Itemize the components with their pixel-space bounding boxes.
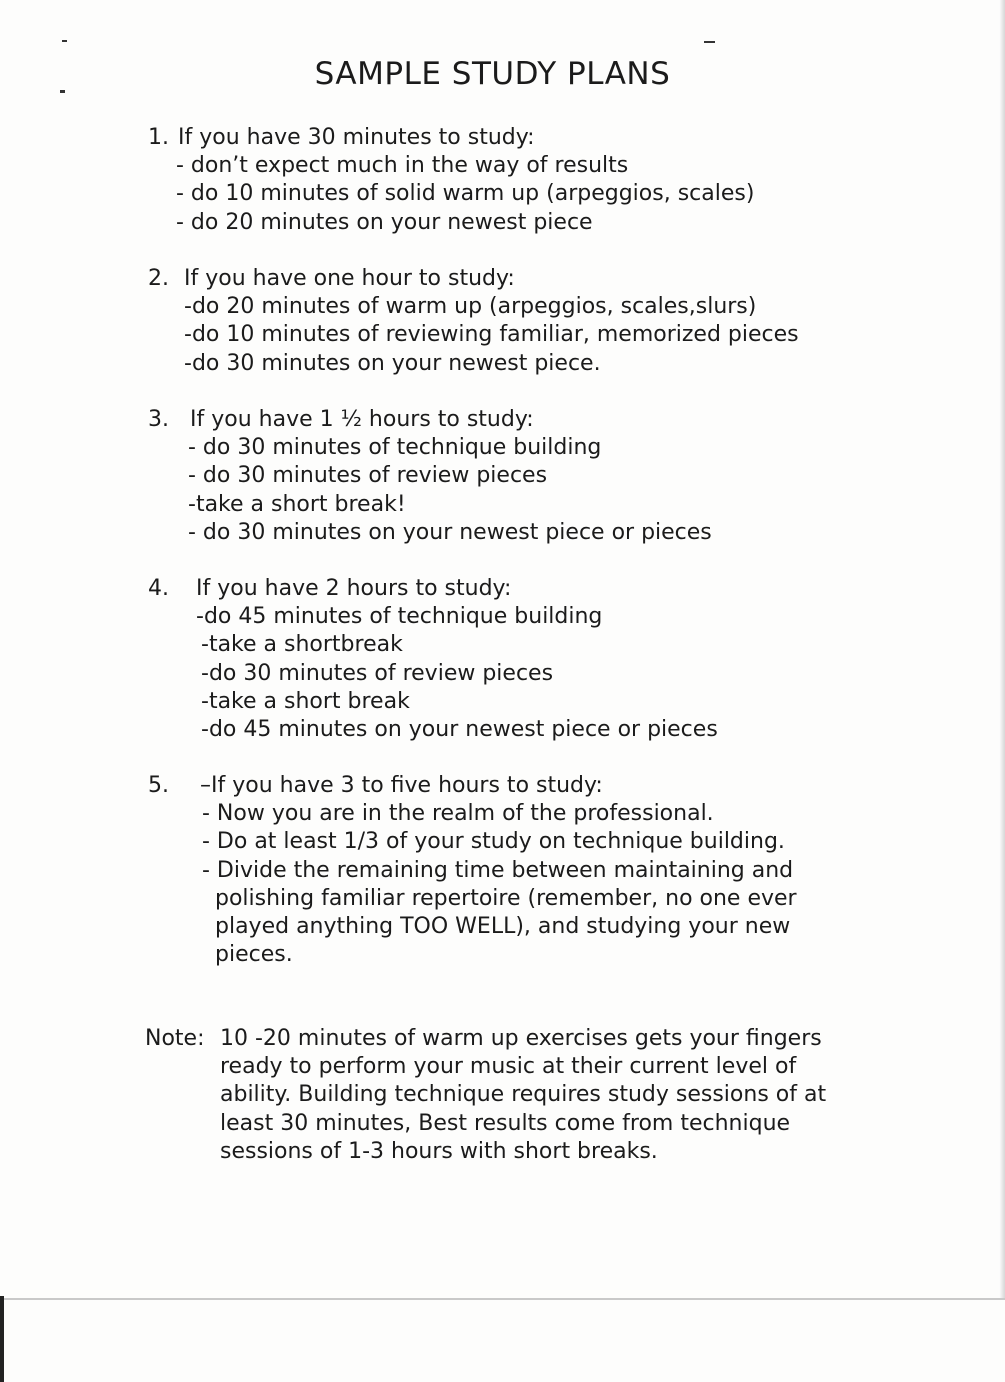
plan-line: - don’t expect much in the way of results: [176, 153, 629, 179]
plan-heading: If you have 30 minutes to study:: [178, 125, 535, 150]
plan-line: - Divide the remaining time between maintaining and: [202, 857, 794, 883]
plan-line: -do 30 minutes on your newest piece.: [184, 350, 601, 376]
page-bottom-edge: [0, 1298, 1005, 1300]
plan-line: - do 30 minutes of technique building: [188, 435, 602, 461]
plan-heading: If you have 2 hours to study:: [196, 576, 512, 601]
scan-speck: [704, 41, 715, 43]
plan-number: 3.: [148, 407, 169, 432]
plan-line: pieces.: [215, 942, 293, 968]
plan-line: -take a short break: [201, 688, 410, 714]
scan-speck: [62, 40, 67, 42]
plan-line: - do 30 minutes of review pieces: [188, 463, 548, 489]
note-line: ability. Building technique requires study sessions of at: [220, 1082, 827, 1108]
plan-line: - do 20 minutes on your newest piece: [176, 209, 593, 235]
plan-heading: If you have 1 ½ hours to study:: [190, 407, 534, 432]
page-scan-edge: [0, 1296, 4, 1382]
plan-number: 4.: [148, 576, 169, 601]
plan-heading: If you have one hour to study:: [184, 266, 515, 291]
note-line: ready to perform your music at their current level of: [220, 1054, 797, 1080]
plan-line: -do 10 minutes of reviewing familiar, memorized pieces: [184, 322, 799, 348]
plan-line: - do 10 minutes of solid warm up (arpeggios, scales): [176, 181, 755, 207]
plan-heading: –If you have 3 to five hours to study:: [200, 773, 603, 798]
plan-line: -take a shortbreak: [201, 632, 403, 658]
page-title: SAMPLE STUDY PLANS: [314, 56, 671, 92]
note-line: 10 -20 minutes of warm up exercises gets your fingers: [220, 1026, 822, 1051]
plan-line: polishing familiar repertoire (remember, no one ever: [215, 885, 797, 911]
plan-line: -do 45 minutes on your newest piece or pieces: [201, 717, 718, 742]
note-line: least 30 minutes, Best results come from technique: [220, 1110, 791, 1136]
page-shadow-right: [999, 0, 1005, 1298]
note-label: Note:: [145, 1026, 205, 1051]
plan-number: 5.: [148, 773, 169, 798]
plan-line: - do 30 minutes on your newest piece or pieces: [188, 519, 712, 545]
plan-line: -do 30 minutes of review pieces: [201, 660, 554, 686]
plan-line: - Now you are in the realm of the professional.: [202, 801, 714, 827]
plan-line: -do 45 minutes of technique building: [196, 604, 603, 630]
plan-line: -take a short break!: [188, 491, 406, 517]
plan-line: - Do at least 1/3 of your study on technique building.: [202, 829, 785, 855]
plan-number: 1.: [148, 125, 169, 150]
plan-line: played anything TOO WELL), and studying your new: [215, 914, 791, 939]
plan-number: 2.: [148, 266, 169, 291]
plan-line: -do 20 minutes of warm up (arpeggios, scales,slurs): [184, 294, 757, 320]
note-line: sessions of 1-3 hours with short breaks.: [220, 1138, 658, 1164]
